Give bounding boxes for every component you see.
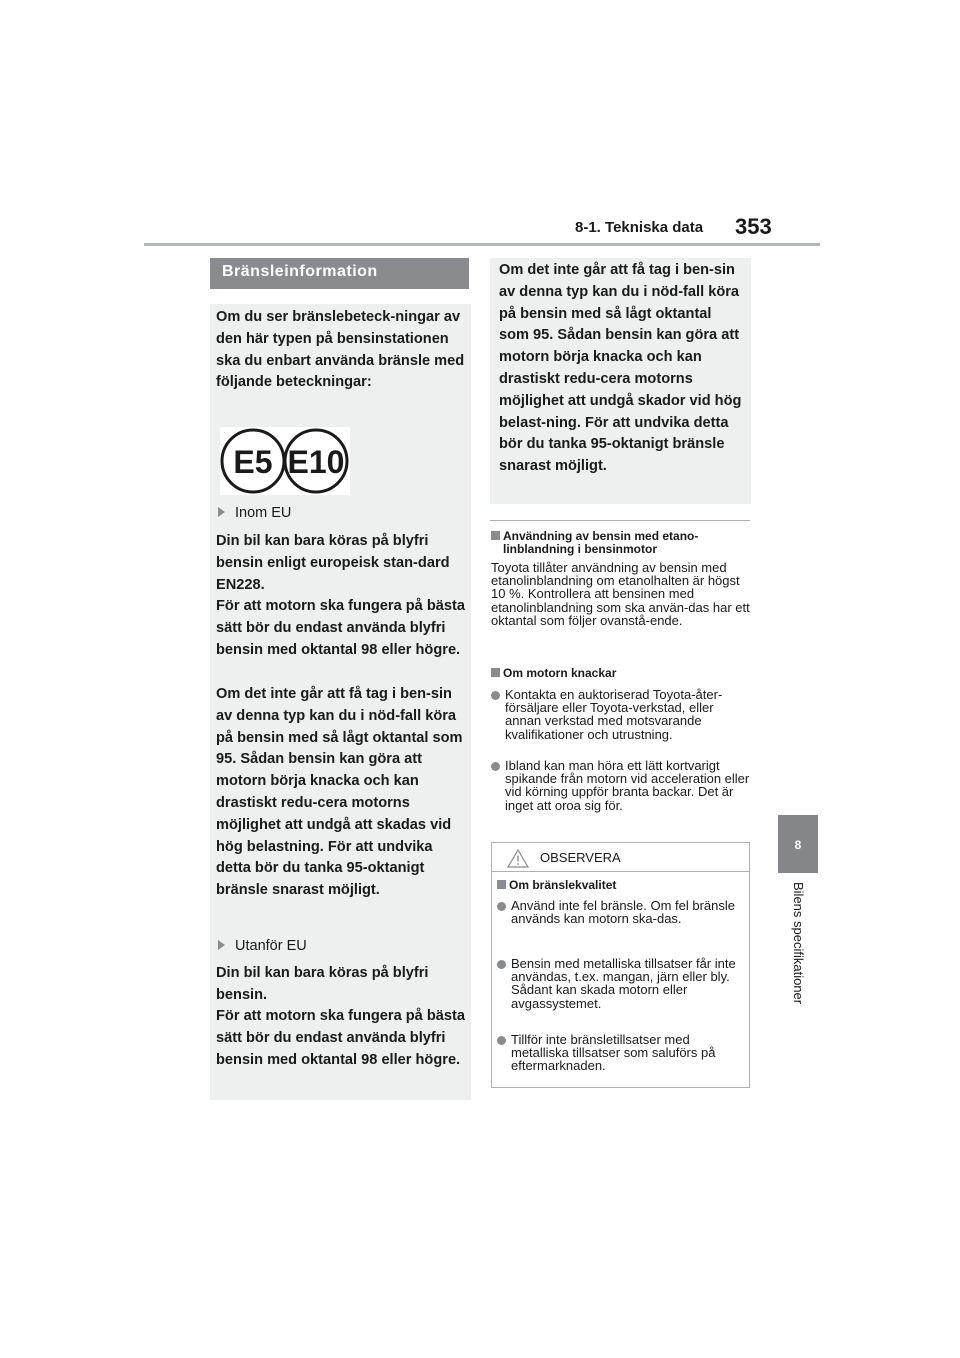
eu-text-3: Om det inte går att få tag i ben-sin av denna typ kan du i nöd-fall köra på bensin med så lågt oktantal som 95. Sådan bensin kan göra att motorn börja knacka och kan drastiskt redu-cera motorns möjlighet att undgå att skadas vid hög belastning. För att undvika detta bör du tanka 95-oktanigt bränsle snarast möjligt. [216, 686, 463, 899]
notice-header [492, 843, 749, 872]
square-bullet-icon [491, 668, 500, 677]
notice-item-1-text: Använd inte fel bränsle. Om fel bränsle används kan motorn ska-das. [511, 898, 736, 927]
notice-item-3 [497, 1033, 747, 1073]
page-number: 353 [735, 214, 772, 239]
notice-item-1 [497, 899, 747, 925]
notice-box [491, 842, 750, 1088]
non-eu-text-2: För att motorn ska fungera på bästa sätt bör du endast använda blyfri bensin med oktantal 98 eller högre. [216, 1008, 465, 1068]
chapter-label-text: Bilens specifikationer [791, 882, 806, 1005]
chapter-number: 8 [794, 838, 802, 852]
fuel-label-e10: E10 [287, 444, 345, 480]
notice-item-2 [497, 957, 747, 1010]
notice-item-3-text: Tillför inte bränsletillsatser med metalliska tillsatser som saluförs på eftermarknaden. [511, 1032, 716, 1074]
section-heading-bar [210, 258, 469, 289]
ethanol-heading-line-1: Användning av bensin med etano- [503, 529, 699, 543]
circle-bullet-icon [491, 691, 500, 700]
triangle-bullet-icon [218, 507, 225, 517]
circle-bullet-icon [497, 1036, 506, 1045]
bullet-non-eu-label: Utanför EU [235, 938, 307, 954]
square-bullet-icon [497, 880, 506, 889]
right-divider [490, 520, 750, 521]
chapter-label [790, 882, 808, 1032]
section-heading: Bränsleinformation [222, 263, 378, 280]
knock-item-1 [491, 688, 753, 741]
fuel-info-box [210, 304, 471, 1100]
square-bullet-icon [491, 531, 500, 540]
fuel-quality-heading [497, 879, 616, 892]
fuel-label-icon [220, 427, 350, 495]
fuel-label-logo [220, 427, 350, 495]
knock-item-2 [491, 759, 753, 812]
bullet-non-eu [218, 937, 307, 956]
fuel-intro-text: Om du ser bränslebeteck-ningar av den här typen på bensinstationen ska du enbart använda bränsle med följande beteckningar: [216, 309, 465, 391]
bullet-eu [218, 504, 291, 523]
circle-bullet-icon [497, 902, 506, 911]
fuel-quality-heading-label: Om bränslekvalitet [509, 878, 617, 892]
circle-bullet-icon [497, 960, 506, 969]
ethanol-heading [491, 530, 751, 556]
eu-text-2: För att motorn ska fungera på bästa sätt bör du endast använda blyfri bensin med oktantal 98 eller högre. [216, 598, 465, 658]
notice-label: OBSERVERA [540, 850, 621, 865]
ethanol-heading-line-2: linblandning i bensinmotor [503, 542, 657, 556]
triangle-bullet-icon [218, 940, 225, 950]
chapter-tab[interactable] [778, 815, 818, 873]
section-title: 8-1. Tekniska data [575, 219, 704, 236]
notice-item-2-text: Bensin med metalliska tillsatser får inte användas, t.ex. mangan, järn eller bly. Sådant kan skada motorn eller avgassystemet. [511, 956, 736, 1011]
knock-heading [491, 667, 751, 680]
octane-box-text: Om det inte går att få tag i ben-sin av denna typ kan du i nöd-fall köra på bensin med så lågt oktantal som 95. Sådan bensin kan göra att motorn börja knacka och kan drastiskt redu-cera motorns möjlighet att undgå skador vid hög belast-ning. För att undvika detta bör du tanka 95-oktanigt bränsle snarast möjligt. [499, 262, 742, 475]
non-eu-text-1: Din bil kan bara köras på blyfri bensin. [216, 965, 429, 1003]
knock-item-1-text: Kontakta en auktoriserad Toyota-åter-försäljare eller Toyota-verkstad, eller annan verkstad med motsvarande kvalifikationer och utrustning. [505, 687, 723, 742]
fuel-label-e5: E5 [233, 444, 273, 480]
ethanol-text: Toyota tillåter användning av bensin med etanolinblandning om etanolhalten är högst 10 %. Kontrollera att bensinen med etanolinblandning som ska använ-das har ett oktantal som följer ovanstå-ende. [491, 560, 750, 628]
header-divider [144, 243, 820, 246]
knock-heading-label: Om motorn knackar [503, 666, 617, 680]
octane-box [490, 258, 751, 504]
warning-triangle-icon [507, 849, 529, 868]
circle-bullet-icon [491, 762, 500, 771]
bullet-eu-label: Inom EU [235, 505, 292, 521]
eu-text-1: Din bil kan bara köras på blyfri bensin enligt europeisk stan-dard EN228. [216, 533, 450, 593]
knock-item-2-text: Ibland kan man höra ett lätt kortvarigt spikande från motorn vid acceleration eller vid körning uppför branta backar. Det är inget att oroa sig för. [505, 758, 750, 813]
